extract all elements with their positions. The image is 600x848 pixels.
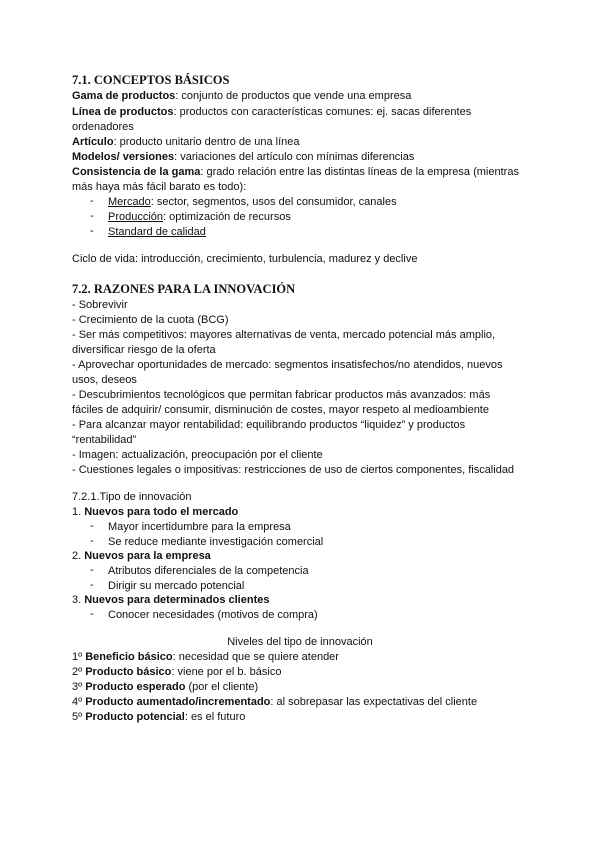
list-item: [0, 579, 600, 593]
reason-line: - Aprovechar oportunidades de mercado: segmentos insatisfechos/no atendidos, nuevos: [72, 359, 503, 371]
list-item-text: Dirigir su mercado potencial: [108, 580, 245, 592]
innovation-type-3: [72, 593, 269, 607]
underlined-term: Producción: [108, 211, 164, 223]
item-text: : al sobrepasar las expectativas del cliente: [270, 696, 478, 708]
reason-line: - Descubrimientos tecnológicos que permitan fabricar productos más avanzados: más: [72, 389, 491, 401]
section-heading-7-2: 7.2. RAZONES PARA LA INNOVACIÓN: [72, 282, 296, 296]
dash: -: [90, 564, 94, 576]
reason-line: - Imagen: actualización, preocupación por el cliente: [72, 449, 323, 461]
item-text: : viene por el b. básico: [171, 666, 282, 678]
dash: -: [90, 608, 94, 620]
def-consistencia-cont: más haya más fácil barato es todo):: [72, 181, 247, 193]
nivel-item: [72, 695, 477, 709]
def-articulo: [72, 135, 299, 149]
item-number: 2.: [72, 550, 85, 562]
definition: : conjunto de productos que vende una empresa: [175, 90, 412, 102]
dash: -: [90, 225, 94, 237]
dash: -: [90, 195, 94, 207]
dash: -: [90, 535, 94, 547]
item-title: Producto básico: [85, 666, 172, 678]
definition: : productos con características comunes: ej. sacas diferentes: [173, 106, 472, 118]
item-title: Producto esperado: [85, 681, 186, 693]
list-item-text: Mayor incertidumbre para la empresa: [108, 521, 291, 533]
item-title: Nuevos para todo el mercado: [84, 506, 239, 518]
term: Modelos/ versiones: [72, 151, 175, 163]
def-consistencia: [72, 165, 519, 179]
list-item-text: : sector, segmentos, usos del consumidor, canales: [150, 196, 397, 208]
reason-line: diversificar riesgo de la oferta: [72, 344, 216, 356]
nivel-item: [72, 650, 339, 664]
item-number: 5º: [72, 711, 86, 723]
item-title: Producto aumentado/incrementado: [85, 696, 271, 708]
list-item-text: : optimización de recursos: [163, 211, 291, 223]
term: Artículo: [72, 136, 114, 148]
list-item: [0, 210, 600, 224]
list-item: [0, 520, 600, 534]
list-item: [0, 195, 600, 209]
list-item-text: Conocer necesidades (motivos de compra): [108, 609, 318, 621]
item-number: 3.: [72, 594, 85, 606]
list-item-text: Atributos diferenciales de la competencia: [108, 565, 309, 577]
underlined-term: Mercado: [108, 196, 151, 208]
item-number: 1º: [72, 651, 86, 663]
def-modelos: [72, 150, 414, 164]
innovation-type-1: [72, 505, 238, 519]
term: Línea de productos: [72, 106, 174, 118]
subsection-title: 7.2.1.Tipo de innovación: [72, 491, 192, 503]
reason-line: - Para alcanzar mayor rentabilidad: equilibrando productos “liquidez” y productos: [72, 419, 466, 431]
niveles-title: Niveles del tipo de innovación: [227, 636, 373, 648]
dash: -: [90, 579, 94, 591]
underlined-term: Standard de calidad: [108, 226, 206, 238]
def-linea: [72, 105, 471, 119]
section-heading-7-1: 7.1. CONCEPTOS BÁSICOS: [72, 73, 230, 87]
reason-line: - Ser más competitivos: mayores alternativas de venta, mercado potencial más amplio,: [72, 329, 496, 341]
nivel-item: [72, 665, 281, 679]
list-item: [0, 535, 600, 549]
nivel-item: [72, 680, 258, 694]
reason-line: fáciles de adquirir/ consumir, disminución de costes, mayor respeto al medioambiente: [72, 404, 489, 416]
definition: : variaciones del artículo con mínimas diferencias: [174, 151, 415, 163]
term: Consistencia de la gama: [72, 166, 201, 178]
def-linea-cont: ordenadores: [72, 121, 134, 133]
list-item: [0, 225, 600, 239]
item-number: 3º: [72, 681, 86, 693]
dash: -: [90, 210, 94, 222]
list-item: [0, 564, 600, 578]
reason-line: - Sobrevivir: [72, 299, 128, 311]
dash: -: [90, 520, 94, 532]
list-item-text: Se reduce mediante investigación comercial: [108, 536, 324, 548]
ciclo-de-vida: Ciclo de vida: introducción, crecimiento, turbulencia, madurez y declive: [72, 253, 418, 265]
item-number: 2º: [72, 666, 86, 678]
definition: : grado relación entre las distintas líneas de la empresa (mientras: [200, 166, 519, 178]
item-number: 4º: [72, 696, 86, 708]
term: Gama de productos: [72, 90, 176, 102]
item-text: (por el cliente): [185, 681, 259, 693]
nivel-item: [72, 710, 245, 724]
item-text: : necesidad que se quiere atender: [172, 651, 339, 663]
reason-line: “rentabilidad”: [72, 434, 137, 446]
def-gama: [72, 89, 411, 103]
item-title: Beneficio básico: [85, 651, 173, 663]
item-title: Nuevos para la empresa: [84, 550, 211, 562]
reason-line: - Crecimiento de la cuota (BCG): [72, 314, 229, 326]
item-title: Producto potencial: [85, 711, 185, 723]
list-item: [0, 608, 600, 622]
item-number: 1.: [72, 506, 85, 518]
reason-line: - Cuestiones legales o impositivas: restricciones de uso de ciertos componentes, fiscalidad: [72, 464, 515, 476]
reason-line: usos, deseos: [72, 374, 137, 386]
item-title: Nuevos para determinados clientes: [84, 594, 270, 606]
item-text: : es el futuro: [184, 711, 246, 723]
definition: : producto unitario dentro de una línea: [113, 136, 300, 148]
innovation-type-2: [72, 549, 211, 563]
